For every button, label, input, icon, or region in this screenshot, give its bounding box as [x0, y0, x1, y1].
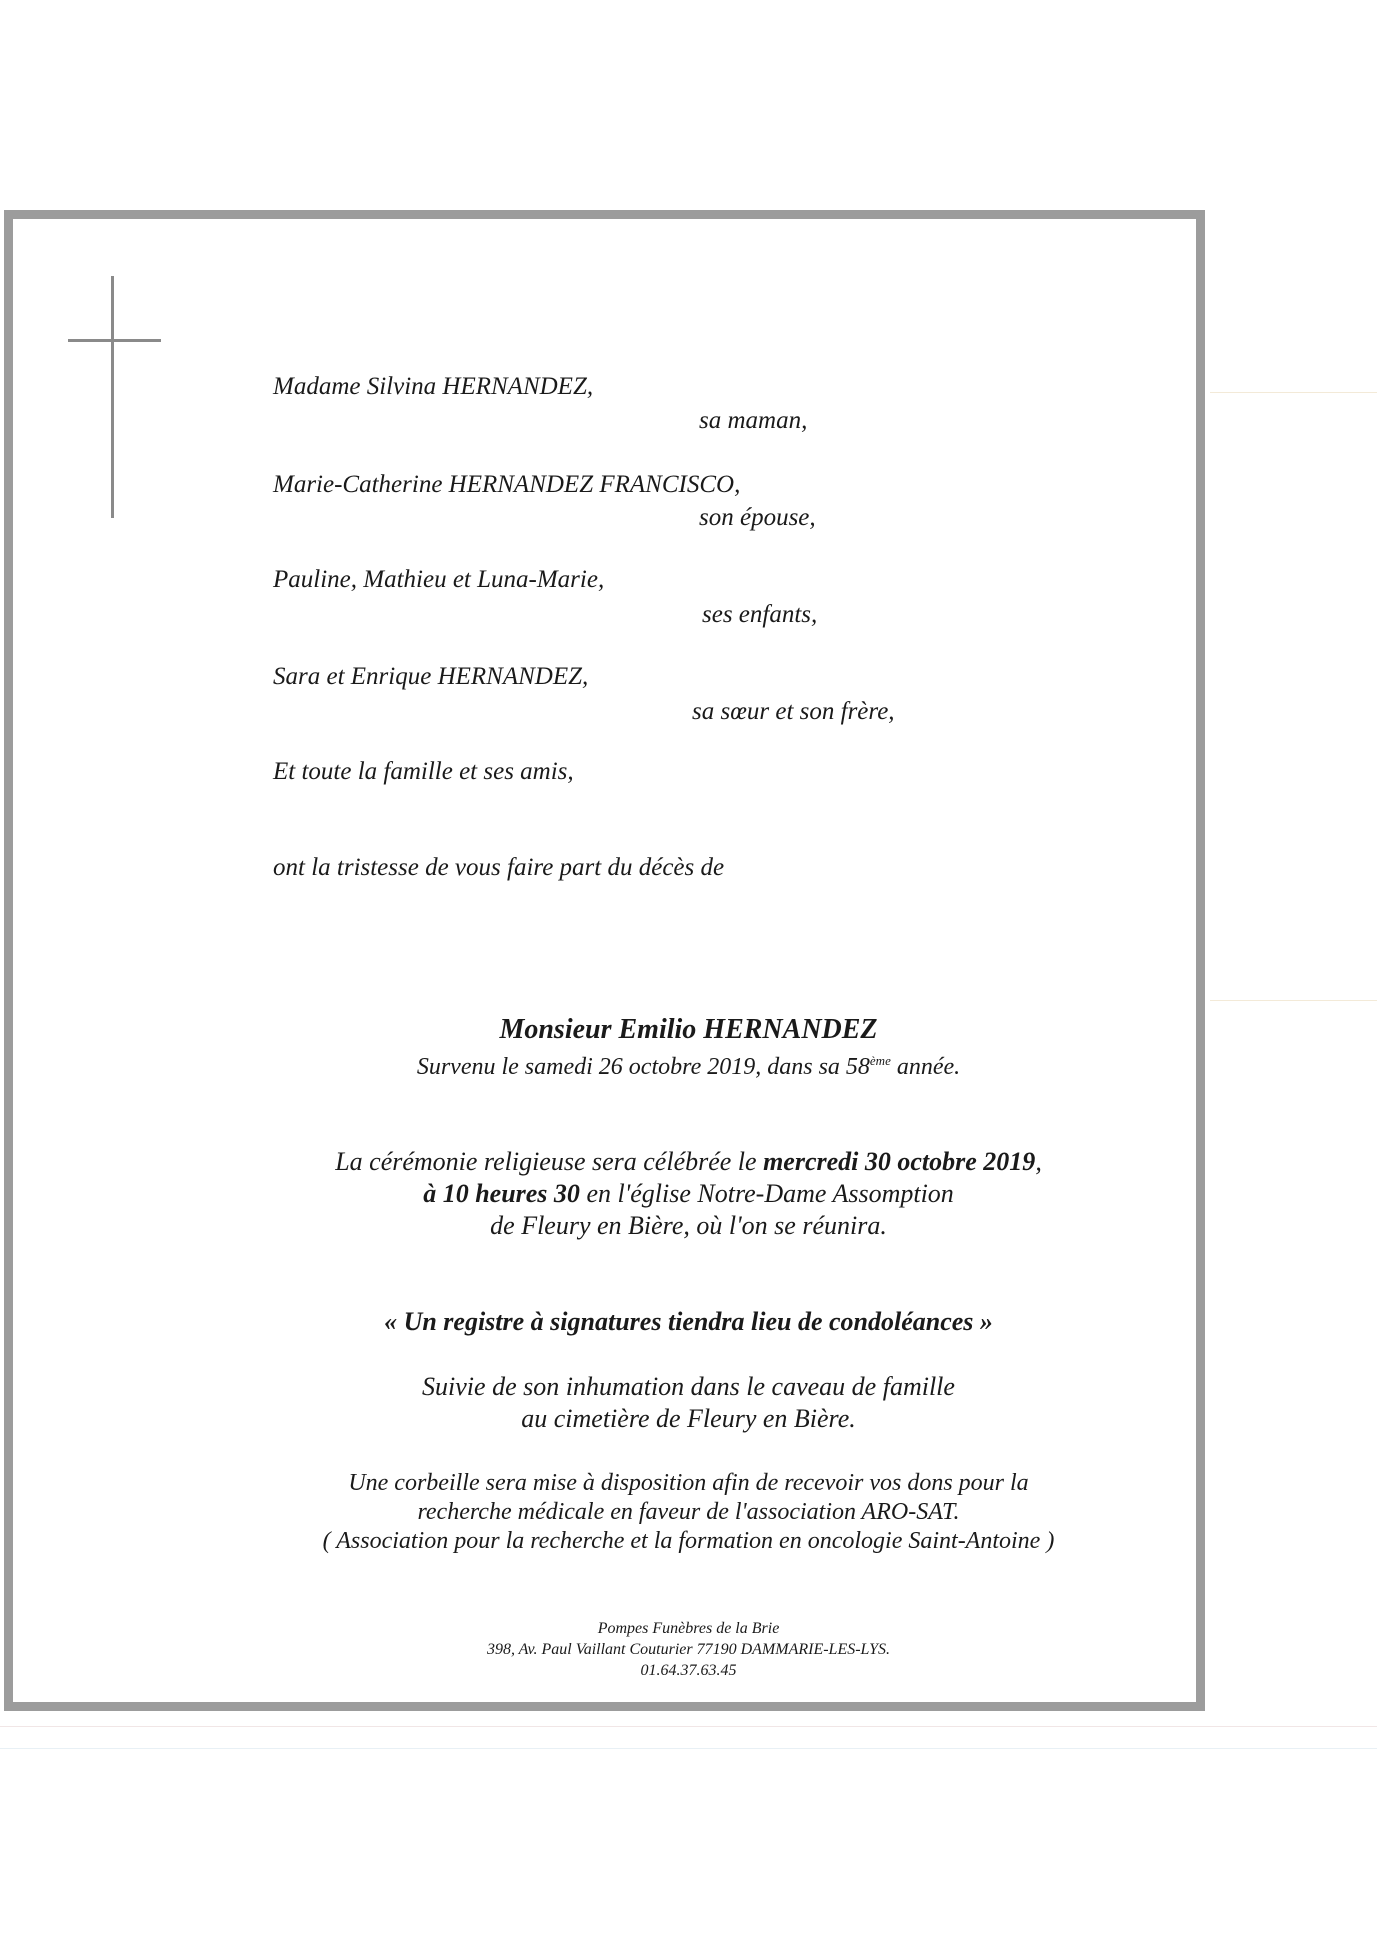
family-name-wife: Marie-Catherine HERNANDEZ FRANCISCO,	[273, 471, 741, 498]
scan-artifact	[0, 1726, 1377, 1727]
family-relation-children: ses enfants,	[702, 601, 818, 628]
family-name-children: Pauline, Mathieu et Luna-Marie,	[273, 566, 605, 593]
ceremony-line-1-prefix: La cérémonie religieuse sera célébrée le	[335, 1147, 764, 1176]
deceased-ordinal: ème	[869, 1053, 891, 1068]
ceremony-line-1	[0, 1146, 1377, 1178]
cross-icon-bar	[68, 339, 161, 342]
burial-line-1: Suivie de son inhumation dans le caveau de famille	[422, 1372, 955, 1401]
scan-artifact	[1210, 392, 1377, 393]
announce-line: ont la tristesse de vous faire part du décès de	[273, 854, 725, 881]
donation-line-2: recherche médicale en faveur de l'association ARO-SAT.	[417, 1499, 960, 1525]
donation-line-1: Une corbeille sera mise à disposition afin de recevoir vos dons pour la	[348, 1470, 1029, 1496]
ceremony-line-3: de Fleury en Bière, où l'on se réunira.	[490, 1211, 887, 1240]
ceremony-date: mercredi 30 octobre 2019	[763, 1147, 1036, 1176]
deceased-name-text: Monsieur Emilio HERNANDEZ	[499, 1014, 878, 1045]
deceased-date-suffix: année.	[890, 1054, 961, 1080]
donation-line-3: ( Association pour la recherche et la formation en oncologie Saint-Antoine )	[322, 1528, 1055, 1554]
registry-note: « Un registre à signatures tiendra lieu de condoléances »	[384, 1307, 993, 1336]
deceased-date	[0, 1052, 1377, 1082]
family-relation-wife: son épouse,	[699, 504, 816, 531]
family-relation-siblings: sa sœur et son frère,	[692, 698, 895, 725]
scan-artifact	[0, 1748, 1377, 1749]
ceremony-line-2	[0, 1178, 1377, 1210]
funeral-home-name: Pompes Funèbres de la Brie	[597, 1620, 780, 1637]
ceremony-line-1-suffix: ,	[1035, 1147, 1042, 1176]
ceremony-church: en l'église Notre-Dame Assomption	[579, 1179, 954, 1208]
funeral-home-address: 398, Av. Paul Vaillant Couturier 77190 DAMMARIE-LES-LYS.	[486, 1641, 891, 1658]
family-relation-mother: sa maman,	[699, 407, 808, 434]
deceased-date-prefix: Survenu le samedi 26 octobre 2019, dans sa 58	[416, 1054, 870, 1080]
friends-line: Et toute la famille et ses amis,	[273, 758, 574, 785]
family-name-siblings: Sara et Enrique HERNANDEZ,	[273, 663, 589, 690]
deceased-name	[0, 1013, 1377, 1047]
funeral-home-phone: 01.64.37.63.45	[640, 1662, 737, 1679]
scan-artifact	[1210, 1000, 1377, 1001]
cross-icon	[111, 276, 114, 518]
burial-line-2: au cimetière de Fleury en Bière.	[521, 1404, 856, 1433]
ceremony-time: à 10 heures 30	[423, 1179, 580, 1208]
family-name-mother: Madame Silvina HERNANDEZ,	[273, 373, 594, 400]
